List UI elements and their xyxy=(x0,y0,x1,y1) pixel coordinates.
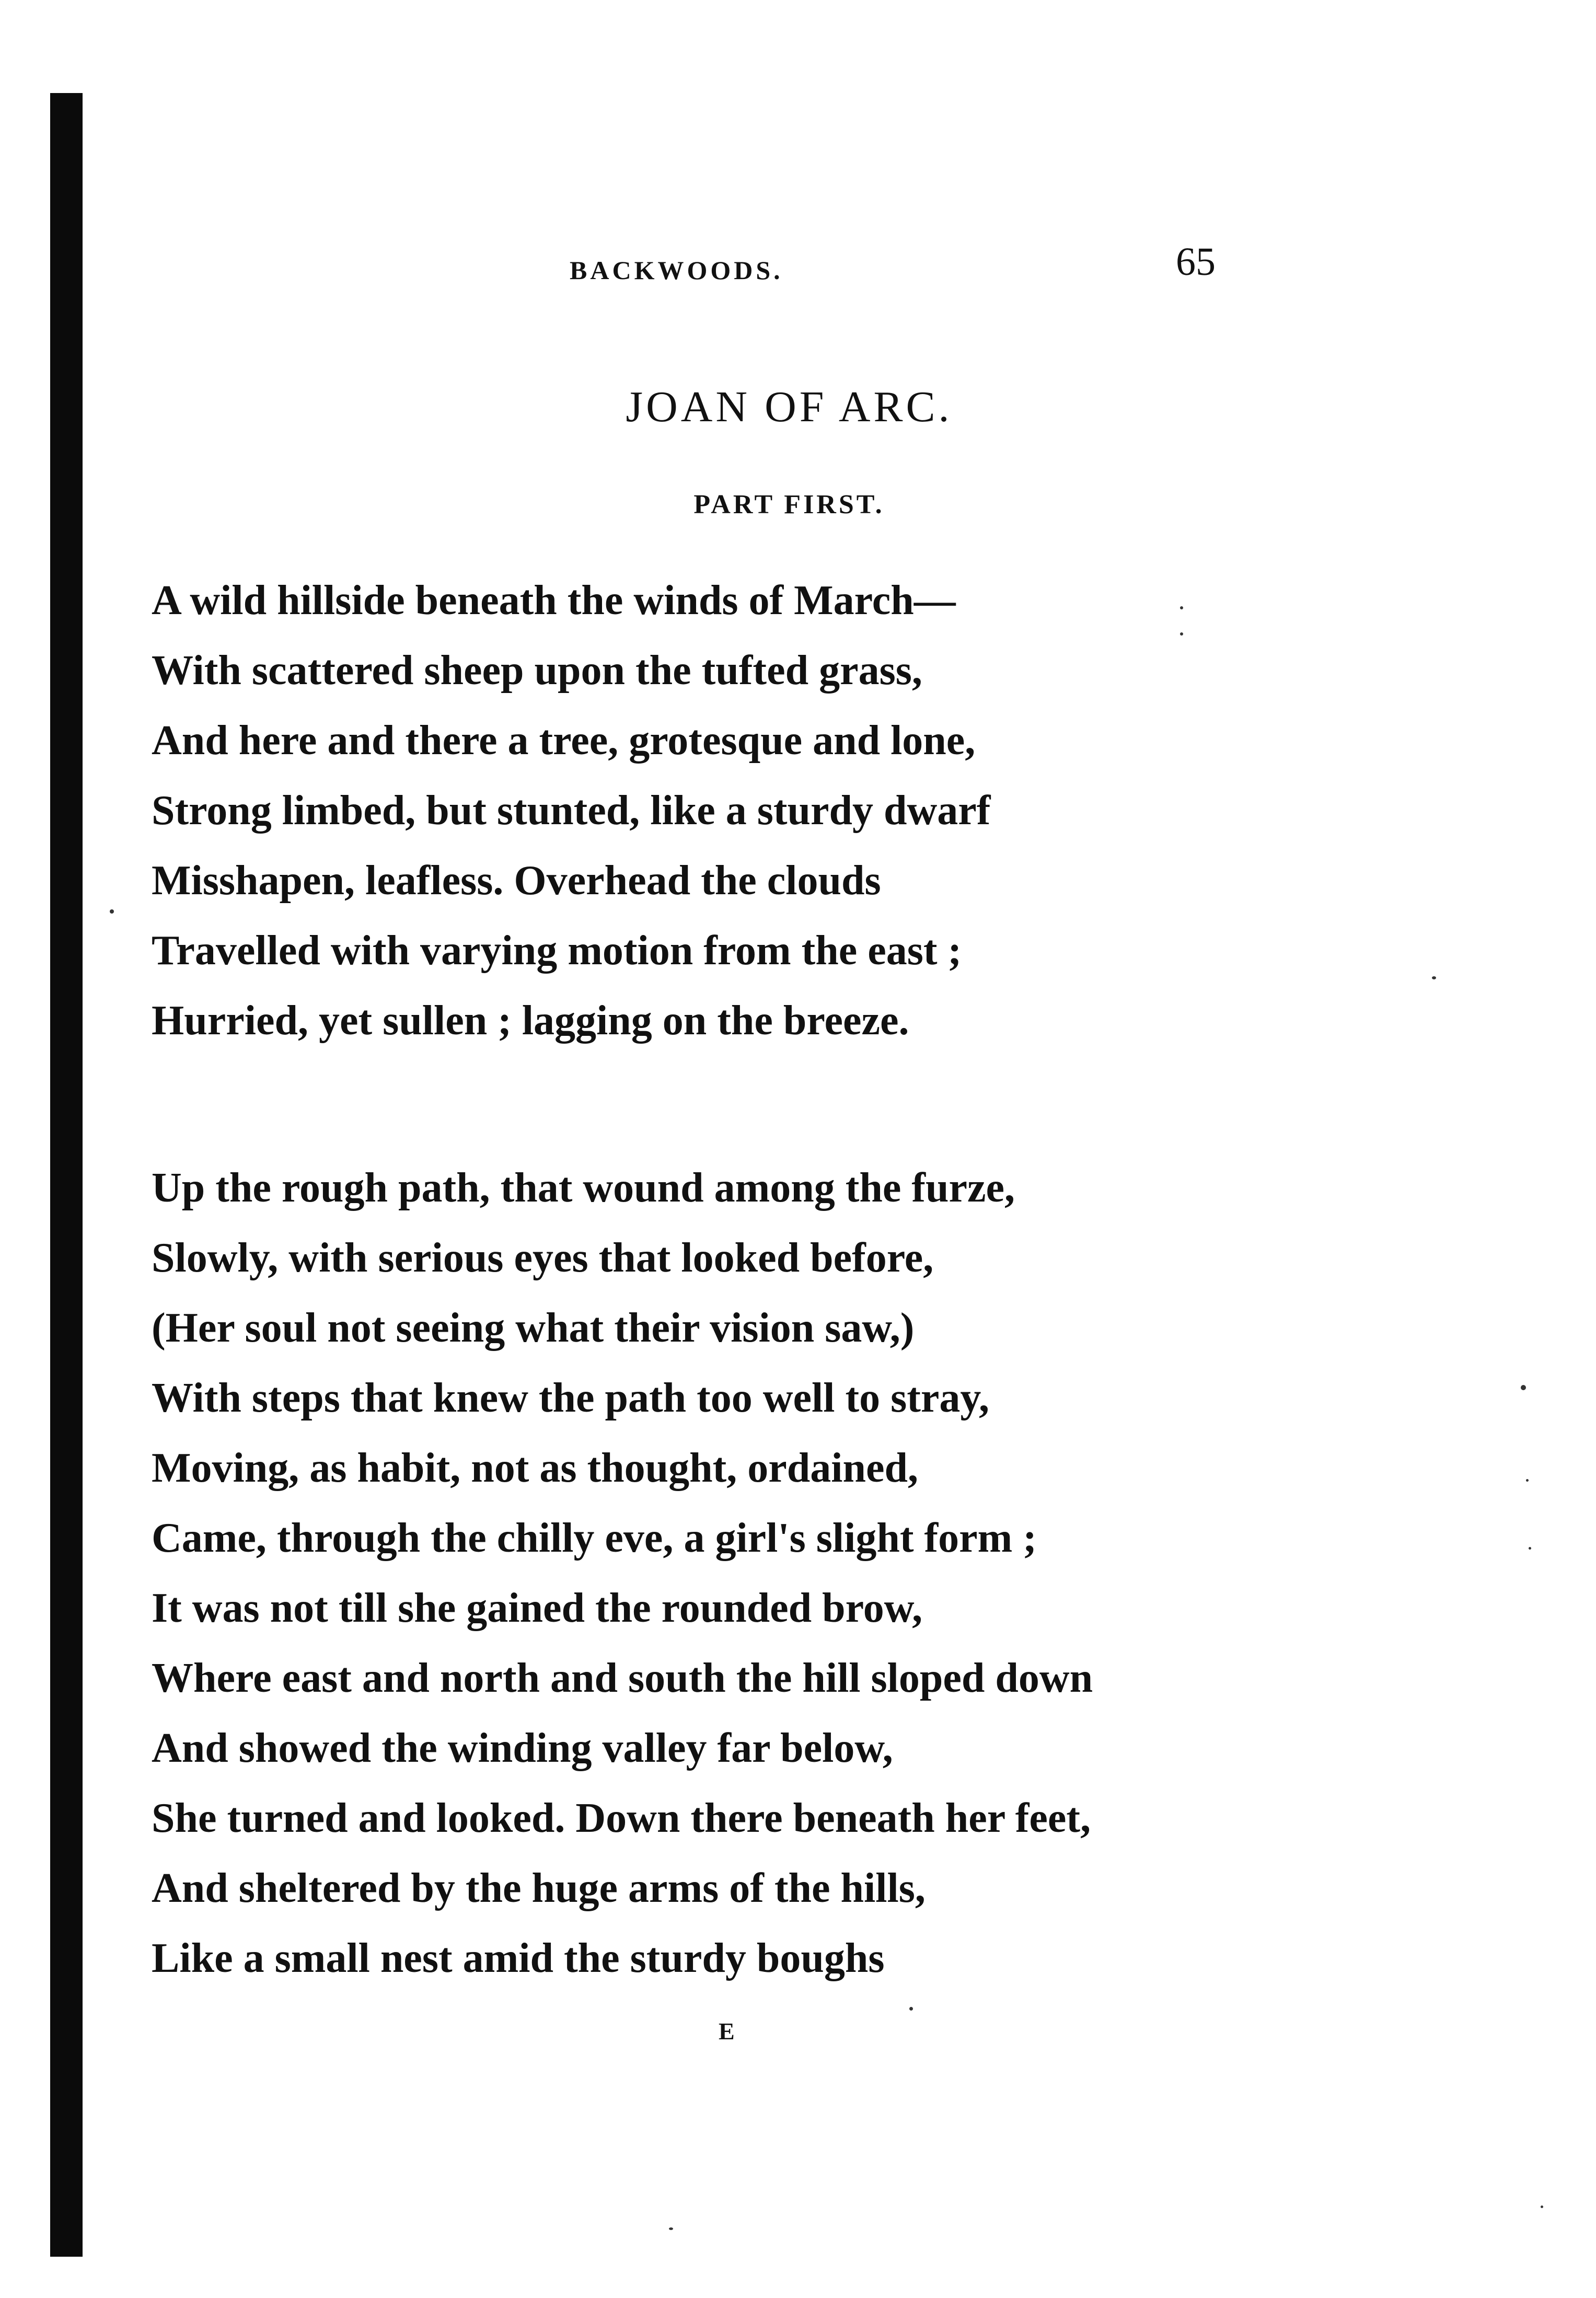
poem-title: JOAN OF ARC. xyxy=(626,383,953,431)
poem-line: And here and there a tree, grotesque and lone, xyxy=(152,718,976,764)
scan-speck xyxy=(1432,976,1436,979)
poem-line: With scattered sheep upon the tufted grass, xyxy=(152,648,922,694)
poem-line: Moving, as habit, not as thought, ordained, xyxy=(152,1445,918,1491)
poem-line: Travelled with varying motion from the east ; xyxy=(152,928,962,974)
page-number: 65 xyxy=(1176,240,1216,284)
poem-line: Like a small nest amid the sturdy boughs xyxy=(152,1935,885,1981)
scan-speck xyxy=(1529,1547,1531,1550)
poem-line: Where east and north and south the hill sloped down xyxy=(152,1655,1093,1701)
poem-line: Slowly, with serious eyes that looked before, xyxy=(152,1235,934,1281)
poem-line: Misshapen, leafless. Overhead the clouds xyxy=(152,858,881,904)
stanza-2 xyxy=(152,1153,1093,1993)
poem-line: It was not till she gained the rounded brow, xyxy=(152,1585,923,1631)
poem-line: Up the rough path, that wound among the furze, xyxy=(152,1165,1015,1211)
scan-speck xyxy=(1180,632,1183,636)
scan-speck xyxy=(1541,2205,1543,2208)
stanza-1 xyxy=(152,565,990,1056)
poem-line: And showed the winding valley far below, xyxy=(152,1725,893,1771)
scan-speck xyxy=(1521,1385,1526,1390)
scan-speck xyxy=(1180,606,1183,609)
poem-line: And sheltered by the huge arms of the hills, xyxy=(152,1865,926,1911)
scan-speck xyxy=(110,909,114,914)
poem-line: With steps that knew the path too well to stray, xyxy=(152,1375,990,1421)
scan-speck xyxy=(669,2227,673,2230)
poem-line: (Her soul not seeing what their vision saw,) xyxy=(152,1305,915,1351)
poem-line: She turned and looked. Down there beneath her feet, xyxy=(152,1795,1091,1841)
poem-line: Strong limbed, but stunted, like a sturdy dwarf xyxy=(152,788,991,834)
part-heading: PART FIRST. xyxy=(693,490,885,519)
poem-line: Came, through the chilly eve, a girl's slight form ; xyxy=(152,1515,1037,1561)
poem-line: Hurried, yet sullen ; lagging on the breeze. xyxy=(152,998,909,1044)
scan-speck xyxy=(909,2007,913,2011)
scan-speck xyxy=(1526,1479,1529,1482)
running-title: BACKWOODS. xyxy=(570,256,783,285)
signature-mark: E xyxy=(719,2018,735,2045)
poem-line: A wild hillside beneath the winds of March— xyxy=(152,578,956,623)
